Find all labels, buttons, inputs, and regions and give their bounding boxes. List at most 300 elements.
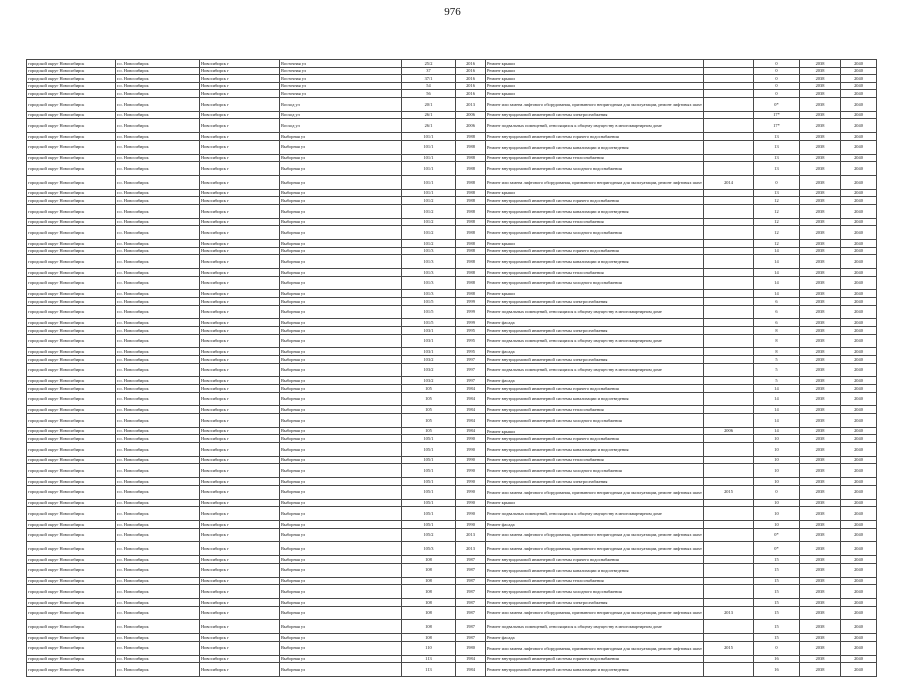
municipality-cell: городской округ Новосибирск bbox=[27, 556, 116, 564]
table-row bbox=[27, 133, 877, 141]
table-row bbox=[27, 435, 877, 443]
house-cell: 113 bbox=[402, 663, 456, 677]
city-cell: Новосибирск г bbox=[200, 663, 280, 677]
last-repair-year-cell bbox=[704, 363, 754, 377]
work-type-cell: Ремонт крыши bbox=[486, 67, 704, 75]
last-repair-year-cell bbox=[704, 218, 754, 226]
wear-cell: 0* bbox=[754, 528, 800, 542]
plan-end-cell: 2040 bbox=[841, 655, 877, 663]
house-cell: 105 bbox=[402, 427, 456, 435]
plan-start-cell: 2038 bbox=[800, 377, 841, 385]
plan-start-cell: 2038 bbox=[800, 485, 841, 499]
city-cell: Новосибирск г bbox=[200, 269, 280, 277]
street-cell: Выборная ул bbox=[280, 197, 402, 205]
city-cell: Новосибирск г bbox=[200, 598, 280, 606]
plan-start-cell: 2038 bbox=[800, 82, 841, 90]
wear-cell: 15 bbox=[754, 606, 800, 620]
district-cell: г.о. Новосибирск bbox=[116, 162, 200, 176]
plan-start-cell: 2038 bbox=[800, 133, 841, 141]
district-cell: г.о. Новосибирск bbox=[116, 154, 200, 162]
last-repair-year-cell bbox=[704, 197, 754, 205]
city-cell: Новосибирск г bbox=[200, 606, 280, 620]
year-built-cell: 1987 bbox=[456, 577, 486, 585]
street-cell: Выборная ул bbox=[280, 162, 402, 176]
house-cell: 101/2 bbox=[402, 218, 456, 226]
last-repair-year-cell bbox=[704, 356, 754, 364]
table-row bbox=[27, 598, 877, 606]
year-built-cell: 1987 bbox=[456, 620, 486, 634]
year-built-cell: 1987 bbox=[456, 585, 486, 599]
city-cell: Новосибирск г bbox=[200, 319, 280, 327]
house-cell: 103/1 bbox=[402, 334, 456, 348]
municipality-cell: городской округ Новосибирск bbox=[27, 634, 116, 642]
work-type-cell: Ремонт внутридомовой инженерной системы холодного водоснабжения bbox=[486, 585, 704, 599]
house-cell: 37 bbox=[402, 67, 456, 75]
wear-cell: 17* bbox=[754, 111, 800, 119]
plan-end-cell: 2040 bbox=[841, 663, 877, 677]
plan-end-cell: 2040 bbox=[841, 641, 877, 655]
street-cell: Выборная ул bbox=[280, 218, 402, 226]
street-cell: Выборная ул bbox=[280, 556, 402, 564]
year-built-cell: 1990 bbox=[456, 520, 486, 528]
table-row bbox=[27, 67, 877, 75]
municipality-cell: городской округ Новосибирск bbox=[27, 363, 116, 377]
plan-start-cell: 2038 bbox=[800, 641, 841, 655]
table-row bbox=[27, 634, 877, 642]
city-cell: Новосибирск г bbox=[200, 175, 280, 189]
house-cell: 101/1 bbox=[402, 154, 456, 162]
district-cell: г.о. Новосибирск bbox=[116, 247, 200, 255]
plan-start-cell: 2038 bbox=[800, 97, 841, 111]
house-cell: 105/1 bbox=[402, 520, 456, 528]
work-type-cell: Ремонт внутридомовой инженерной системы холодного водоснабжения bbox=[486, 162, 704, 176]
municipality-cell: городской округ Новосибирск bbox=[27, 620, 116, 634]
city-cell: Новосибирск г bbox=[200, 556, 280, 564]
municipality-cell: городской округ Новосибирск bbox=[27, 542, 116, 556]
year-built-cell: 2013 bbox=[456, 528, 486, 542]
work-type-cell: Ремонт фасада bbox=[486, 634, 704, 642]
district-cell: г.о. Новосибирск bbox=[116, 456, 200, 464]
year-built-cell: 1984 bbox=[456, 392, 486, 406]
wear-cell: 16 bbox=[754, 663, 800, 677]
municipality-cell: городской округ Новосибирск bbox=[27, 162, 116, 176]
wear-cell: 12 bbox=[754, 218, 800, 226]
work-type-cell: Ремонт внутридомовой инженерной системы горячего водоснабжения bbox=[486, 197, 704, 205]
year-built-cell: 1988 bbox=[456, 204, 486, 218]
district-cell: г.о. Новосибирск bbox=[116, 499, 200, 507]
district-cell: г.о. Новосибирск bbox=[116, 577, 200, 585]
street-cell: Выборная ул bbox=[280, 663, 402, 677]
wear-cell: 13 bbox=[754, 154, 800, 162]
work-type-cell: Ремонт крыши bbox=[486, 240, 704, 248]
plan-start-cell: 2038 bbox=[800, 542, 841, 556]
last-repair-year-cell bbox=[704, 140, 754, 154]
year-built-cell: 1990 bbox=[456, 478, 486, 486]
city-cell: Новосибирск г bbox=[200, 528, 280, 542]
house-cell: 20/1 bbox=[402, 97, 456, 111]
plan-end-cell: 2040 bbox=[841, 240, 877, 248]
plan-start-cell: 2038 bbox=[800, 334, 841, 348]
plan-start-cell: 2038 bbox=[800, 226, 841, 240]
house-cell: 103/2 bbox=[402, 356, 456, 364]
wear-cell: 10 bbox=[754, 456, 800, 464]
year-built-cell: 1988 bbox=[456, 218, 486, 226]
house-cell: 105/1 bbox=[402, 443, 456, 457]
municipality-cell: городской округ Новосибирск bbox=[27, 385, 116, 393]
city-cell: Новосибирск г bbox=[200, 67, 280, 75]
street-cell: Выборная ул bbox=[280, 485, 402, 499]
wear-cell: 6 bbox=[754, 319, 800, 327]
district-cell: г.о. Новосибирск bbox=[116, 133, 200, 141]
street-cell: Выборная ул bbox=[280, 377, 402, 385]
plan-start-cell: 2038 bbox=[800, 478, 841, 486]
table-row bbox=[27, 327, 877, 335]
plan-end-cell: 2040 bbox=[841, 218, 877, 226]
municipality-cell: городской округ Новосибирск bbox=[27, 298, 116, 306]
district-cell: г.о. Новосибирск bbox=[116, 90, 200, 98]
wear-cell: 15 bbox=[754, 634, 800, 642]
last-repair-year-cell bbox=[704, 577, 754, 585]
table-row bbox=[27, 82, 877, 90]
work-type-cell: Ремонт крыши bbox=[486, 60, 704, 68]
work-type-cell: Ремонт внутридомовой инженерной системы электроснабжения bbox=[486, 478, 704, 486]
plan-end-cell: 2040 bbox=[841, 90, 877, 98]
city-cell: Новосибирск г bbox=[200, 464, 280, 478]
district-cell: г.о. Новосибирск bbox=[116, 563, 200, 577]
street-cell: Выборная ул bbox=[280, 298, 402, 306]
plan-start-cell: 2038 bbox=[800, 348, 841, 356]
year-built-cell: 1988 bbox=[456, 255, 486, 269]
city-cell: Новосибирск г bbox=[200, 435, 280, 443]
year-built-cell: 1987 bbox=[456, 606, 486, 620]
wear-cell: 10 bbox=[754, 478, 800, 486]
district-cell: г.о. Новосибирск bbox=[116, 414, 200, 428]
street-cell: Выборная ул bbox=[280, 247, 402, 255]
work-type-cell: Ремонт внутридомовой инженерной системы теплоснабжения bbox=[486, 269, 704, 277]
year-built-cell: 1990 bbox=[456, 456, 486, 464]
table-row bbox=[27, 456, 877, 464]
street-cell: Выборная ул bbox=[280, 363, 402, 377]
work-type-cell: Ремонт или замена лифтового оборудования, признанного непригодным для эксплуатации, ремонт лифтовых шахт bbox=[486, 175, 704, 189]
street-cell: Выборная ул bbox=[280, 269, 402, 277]
district-cell: г.о. Новосибирск bbox=[116, 334, 200, 348]
year-built-cell: 1990 bbox=[456, 443, 486, 457]
plan-start-cell: 2038 bbox=[800, 240, 841, 248]
house-cell: 108 bbox=[402, 556, 456, 564]
wear-cell: 15 bbox=[754, 577, 800, 585]
last-repair-year-cell bbox=[704, 620, 754, 634]
plan-start-cell: 2038 bbox=[800, 154, 841, 162]
wear-cell: 0 bbox=[754, 175, 800, 189]
house-cell: 105 bbox=[402, 406, 456, 414]
wear-cell: 14 bbox=[754, 290, 800, 298]
table-row bbox=[27, 655, 877, 663]
table-row bbox=[27, 499, 877, 507]
district-cell: г.о. Новосибирск bbox=[116, 620, 200, 634]
house-cell: 101/1 bbox=[402, 133, 456, 141]
last-repair-year-cell bbox=[704, 82, 754, 90]
street-cell: Выборная ул bbox=[280, 620, 402, 634]
street-cell: Выборная ул bbox=[280, 140, 402, 154]
street-cell: Выборная ул bbox=[280, 154, 402, 162]
street-cell: Выборная ул bbox=[280, 478, 402, 486]
municipality-cell: городской округ Новосибирск bbox=[27, 377, 116, 385]
work-type-cell: Ремонт внутридомовой инженерной системы канализации и водоотведения bbox=[486, 392, 704, 406]
wear-cell: 10 bbox=[754, 520, 800, 528]
plan-end-cell: 2040 bbox=[841, 247, 877, 255]
last-repair-year-cell bbox=[704, 520, 754, 528]
work-type-cell: Ремонт или замена лифтового оборудования, признанного непригодным для эксплуатации, ремонт лифтовых шахт bbox=[486, 606, 704, 620]
work-type-cell: Ремонт внутридомовой инженерной системы электроснабжения bbox=[486, 298, 704, 306]
city-cell: Новосибирск г bbox=[200, 507, 280, 521]
district-cell: г.о. Новосибирск bbox=[116, 269, 200, 277]
last-repair-year-cell: 2015 bbox=[704, 641, 754, 655]
year-built-cell: 1987 bbox=[456, 598, 486, 606]
street-cell: Выборная ул bbox=[280, 520, 402, 528]
plan-start-cell: 2038 bbox=[800, 443, 841, 457]
district-cell: г.о. Новосибирск bbox=[116, 240, 200, 248]
house-cell: 108 bbox=[402, 606, 456, 620]
house-cell: 101/5 bbox=[402, 319, 456, 327]
last-repair-year-cell bbox=[704, 119, 754, 133]
plan-start-cell: 2038 bbox=[800, 499, 841, 507]
municipality-cell: городской округ Новосибирск bbox=[27, 97, 116, 111]
wear-cell: 10 bbox=[754, 499, 800, 507]
last-repair-year-cell bbox=[704, 528, 754, 542]
last-repair-year-cell: 2006 bbox=[704, 427, 754, 435]
municipality-cell: городской округ Новосибирск bbox=[27, 255, 116, 269]
city-cell: Новосибирск г bbox=[200, 327, 280, 335]
last-repair-year-cell bbox=[704, 663, 754, 677]
city-cell: Новосибирск г bbox=[200, 499, 280, 507]
wear-cell: 17* bbox=[754, 119, 800, 133]
plan-start-cell: 2038 bbox=[800, 111, 841, 119]
municipality-cell: городской округ Новосибирск bbox=[27, 414, 116, 428]
city-cell: Новосибирск г bbox=[200, 414, 280, 428]
last-repair-year-cell bbox=[704, 556, 754, 564]
work-type-cell: Ремонт фасада bbox=[486, 377, 704, 385]
district-cell: г.о. Новосибирск bbox=[116, 464, 200, 478]
house-cell: 101/2 bbox=[402, 204, 456, 218]
page-number: 976 bbox=[444, 6, 461, 18]
year-built-cell: 1988 bbox=[456, 175, 486, 189]
year-built-cell: 1999 bbox=[456, 319, 486, 327]
city-cell: Новосибирск г bbox=[200, 305, 280, 319]
city-cell: Новосибирск г bbox=[200, 298, 280, 306]
table-row bbox=[27, 334, 877, 348]
year-built-cell: 2016 bbox=[456, 75, 486, 83]
plan-start-cell: 2038 bbox=[800, 392, 841, 406]
street-cell: Выборная ул bbox=[280, 319, 402, 327]
plan-end-cell: 2040 bbox=[841, 606, 877, 620]
city-cell: Новосибирск г bbox=[200, 75, 280, 83]
municipality-cell: городской округ Новосибирск bbox=[27, 218, 116, 226]
city-cell: Новосибирск г bbox=[200, 363, 280, 377]
table-row bbox=[27, 620, 877, 634]
plan-end-cell: 2040 bbox=[841, 348, 877, 356]
house-cell: 101/2 bbox=[402, 240, 456, 248]
work-type-cell: Ремонт внутридомовой инженерной системы горячего водоснабжения bbox=[486, 133, 704, 141]
city-cell: Новосибирск г bbox=[200, 406, 280, 414]
district-cell: г.о. Новосибирск bbox=[116, 67, 200, 75]
last-repair-year-cell bbox=[704, 385, 754, 393]
table-row bbox=[27, 175, 877, 189]
wear-cell: 5 bbox=[754, 356, 800, 364]
municipality-cell: городской округ Новосибирск bbox=[27, 663, 116, 677]
street-cell: Выборная ул bbox=[280, 392, 402, 406]
district-cell: г.о. Новосибирск bbox=[116, 655, 200, 663]
street-cell: Выборная ул bbox=[280, 305, 402, 319]
work-type-cell: Ремонт подвальных помещений, относящихся к общему имуществу в многоквартирном доме bbox=[486, 334, 704, 348]
last-repair-year-cell: 2015 bbox=[704, 485, 754, 499]
table-row bbox=[27, 119, 877, 133]
city-cell: Новосибирск г bbox=[200, 563, 280, 577]
municipality-cell: городской округ Новосибирск bbox=[27, 598, 116, 606]
table-row bbox=[27, 563, 877, 577]
year-built-cell: 1997 bbox=[456, 363, 486, 377]
wear-cell: 12 bbox=[754, 240, 800, 248]
year-built-cell: 1990 bbox=[456, 435, 486, 443]
plan-start-cell: 2038 bbox=[800, 204, 841, 218]
municipality-cell: городской округ Новосибирск bbox=[27, 247, 116, 255]
municipality-cell: городской округ Новосибирск bbox=[27, 585, 116, 599]
district-cell: г.о. Новосибирск bbox=[116, 197, 200, 205]
work-type-cell: Ремонт внутридомовой инженерной системы горячего водоснабжения bbox=[486, 556, 704, 564]
year-built-cell: 1995 bbox=[456, 334, 486, 348]
municipality-cell: городской округ Новосибирск bbox=[27, 305, 116, 319]
plan-end-cell: 2040 bbox=[841, 204, 877, 218]
work-type-cell: Ремонт крыши bbox=[486, 82, 704, 90]
work-type-cell: Ремонт подвальных помещений, относящихся к общему имуществу в многоквартирном доме bbox=[486, 119, 704, 133]
plan-end-cell: 2040 bbox=[841, 406, 877, 414]
plan-end-cell: 2040 bbox=[841, 528, 877, 542]
plan-start-cell: 2038 bbox=[800, 119, 841, 133]
year-built-cell: 1984 bbox=[456, 414, 486, 428]
year-built-cell: 1988 bbox=[456, 276, 486, 290]
table-row bbox=[27, 443, 877, 457]
wear-cell: 15 bbox=[754, 620, 800, 634]
year-built-cell: 2016 bbox=[456, 60, 486, 68]
last-repair-year-cell bbox=[704, 456, 754, 464]
wear-cell: 12 bbox=[754, 226, 800, 240]
city-cell: Новосибирск г bbox=[200, 133, 280, 141]
plan-end-cell: 2040 bbox=[841, 327, 877, 335]
city-cell: Новосибирск г bbox=[200, 119, 280, 133]
house-cell: 101/5 bbox=[402, 305, 456, 319]
house-cell: 105/1 bbox=[402, 456, 456, 464]
work-type-cell: Ремонт внутридомовой инженерной системы канализации и водоотведения bbox=[486, 255, 704, 269]
house-cell: 101/1 bbox=[402, 140, 456, 154]
district-cell: г.о. Новосибирск bbox=[116, 189, 200, 197]
wear-cell: 10 bbox=[754, 507, 800, 521]
year-built-cell: 1984 bbox=[456, 406, 486, 414]
city-cell: Новосибирск г bbox=[200, 154, 280, 162]
table-row bbox=[27, 528, 877, 542]
wear-cell: 5 bbox=[754, 363, 800, 377]
last-repair-year-cell bbox=[704, 414, 754, 428]
wear-cell: 14 bbox=[754, 255, 800, 269]
plan-end-cell: 2040 bbox=[841, 111, 877, 119]
municipality-cell: городской округ Новосибирск bbox=[27, 269, 116, 277]
wear-cell: 13 bbox=[754, 133, 800, 141]
district-cell: г.о. Новосибирск bbox=[116, 556, 200, 564]
work-type-cell: Ремонт фасада bbox=[486, 520, 704, 528]
wear-cell: 14 bbox=[754, 392, 800, 406]
work-type-cell: Ремонт или замена лифтового оборудования, признанного непригодным для эксплуатации, ремонт лифтовых шахт bbox=[486, 641, 704, 655]
street-cell: Выборная ул bbox=[280, 276, 402, 290]
work-type-cell: Ремонт внутридомовой инженерной системы электроснабжения bbox=[486, 598, 704, 606]
last-repair-year-cell bbox=[704, 133, 754, 141]
house-cell: 105/1 bbox=[402, 485, 456, 499]
last-repair-year-cell bbox=[704, 154, 754, 162]
work-type-cell: Ремонт внутридомовой инженерной системы теплоснабжения bbox=[486, 218, 704, 226]
wear-cell: 5 bbox=[754, 377, 800, 385]
city-cell: Новосибирск г bbox=[200, 577, 280, 585]
street-cell: Выборная ул bbox=[280, 414, 402, 428]
plan-start-cell: 2038 bbox=[800, 406, 841, 414]
last-repair-year-cell bbox=[704, 542, 754, 556]
plan-end-cell: 2040 bbox=[841, 140, 877, 154]
city-cell: Новосибирск г bbox=[200, 356, 280, 364]
city-cell: Новосибирск г bbox=[200, 443, 280, 457]
district-cell: г.о. Новосибирск bbox=[116, 528, 200, 542]
city-cell: Новосибирск г bbox=[200, 276, 280, 290]
district-cell: г.о. Новосибирск bbox=[116, 82, 200, 90]
table-row bbox=[27, 485, 877, 499]
house-cell: 26/1 bbox=[402, 119, 456, 133]
house-cell: 103/1 bbox=[402, 327, 456, 335]
house-cell: 108 bbox=[402, 634, 456, 642]
plan-end-cell: 2040 bbox=[841, 197, 877, 205]
district-cell: г.о. Новосибирск bbox=[116, 427, 200, 435]
plan-end-cell: 2040 bbox=[841, 119, 877, 133]
table-row bbox=[27, 226, 877, 240]
house-cell: 103/2 bbox=[402, 377, 456, 385]
plan-end-cell: 2040 bbox=[841, 435, 877, 443]
last-repair-year-cell bbox=[704, 162, 754, 176]
table-row bbox=[27, 377, 877, 385]
plan-end-cell: 2040 bbox=[841, 556, 877, 564]
plan-start-cell: 2038 bbox=[800, 363, 841, 377]
wear-cell: 0 bbox=[754, 641, 800, 655]
municipality-cell: городской округ Новосибирск bbox=[27, 392, 116, 406]
year-built-cell: 1988 bbox=[456, 162, 486, 176]
wear-cell: 14 bbox=[754, 247, 800, 255]
house-cell: 105 bbox=[402, 385, 456, 393]
plan-start-cell: 2038 bbox=[800, 75, 841, 83]
district-cell: г.о. Новосибирск bbox=[116, 363, 200, 377]
plan-end-cell: 2040 bbox=[841, 60, 877, 68]
year-built-cell: 2016 bbox=[456, 82, 486, 90]
district-cell: г.о. Новосибирск bbox=[116, 75, 200, 83]
work-type-cell: Ремонт крыши bbox=[486, 75, 704, 83]
work-type-cell: Ремонт или замена лифтового оборудования, признанного непригодным для эксплуатации, ремонт лифтовых шахт bbox=[486, 542, 704, 556]
last-repair-year-cell bbox=[704, 598, 754, 606]
wear-cell: 0 bbox=[754, 75, 800, 83]
year-built-cell: 1984 bbox=[456, 663, 486, 677]
municipality-cell: городской округ Новосибирск bbox=[27, 334, 116, 348]
plan-start-cell: 2038 bbox=[800, 456, 841, 464]
table-row bbox=[27, 111, 877, 119]
city-cell: Новосибирск г bbox=[200, 162, 280, 176]
table-row bbox=[27, 606, 877, 620]
municipality-cell: городской округ Новосибирск bbox=[27, 90, 116, 98]
municipality-cell: городской округ Новосибирск bbox=[27, 443, 116, 457]
year-built-cell: 2016 bbox=[456, 90, 486, 98]
table-row bbox=[27, 298, 877, 306]
plan-end-cell: 2040 bbox=[841, 520, 877, 528]
year-built-cell: 1988 bbox=[456, 140, 486, 154]
